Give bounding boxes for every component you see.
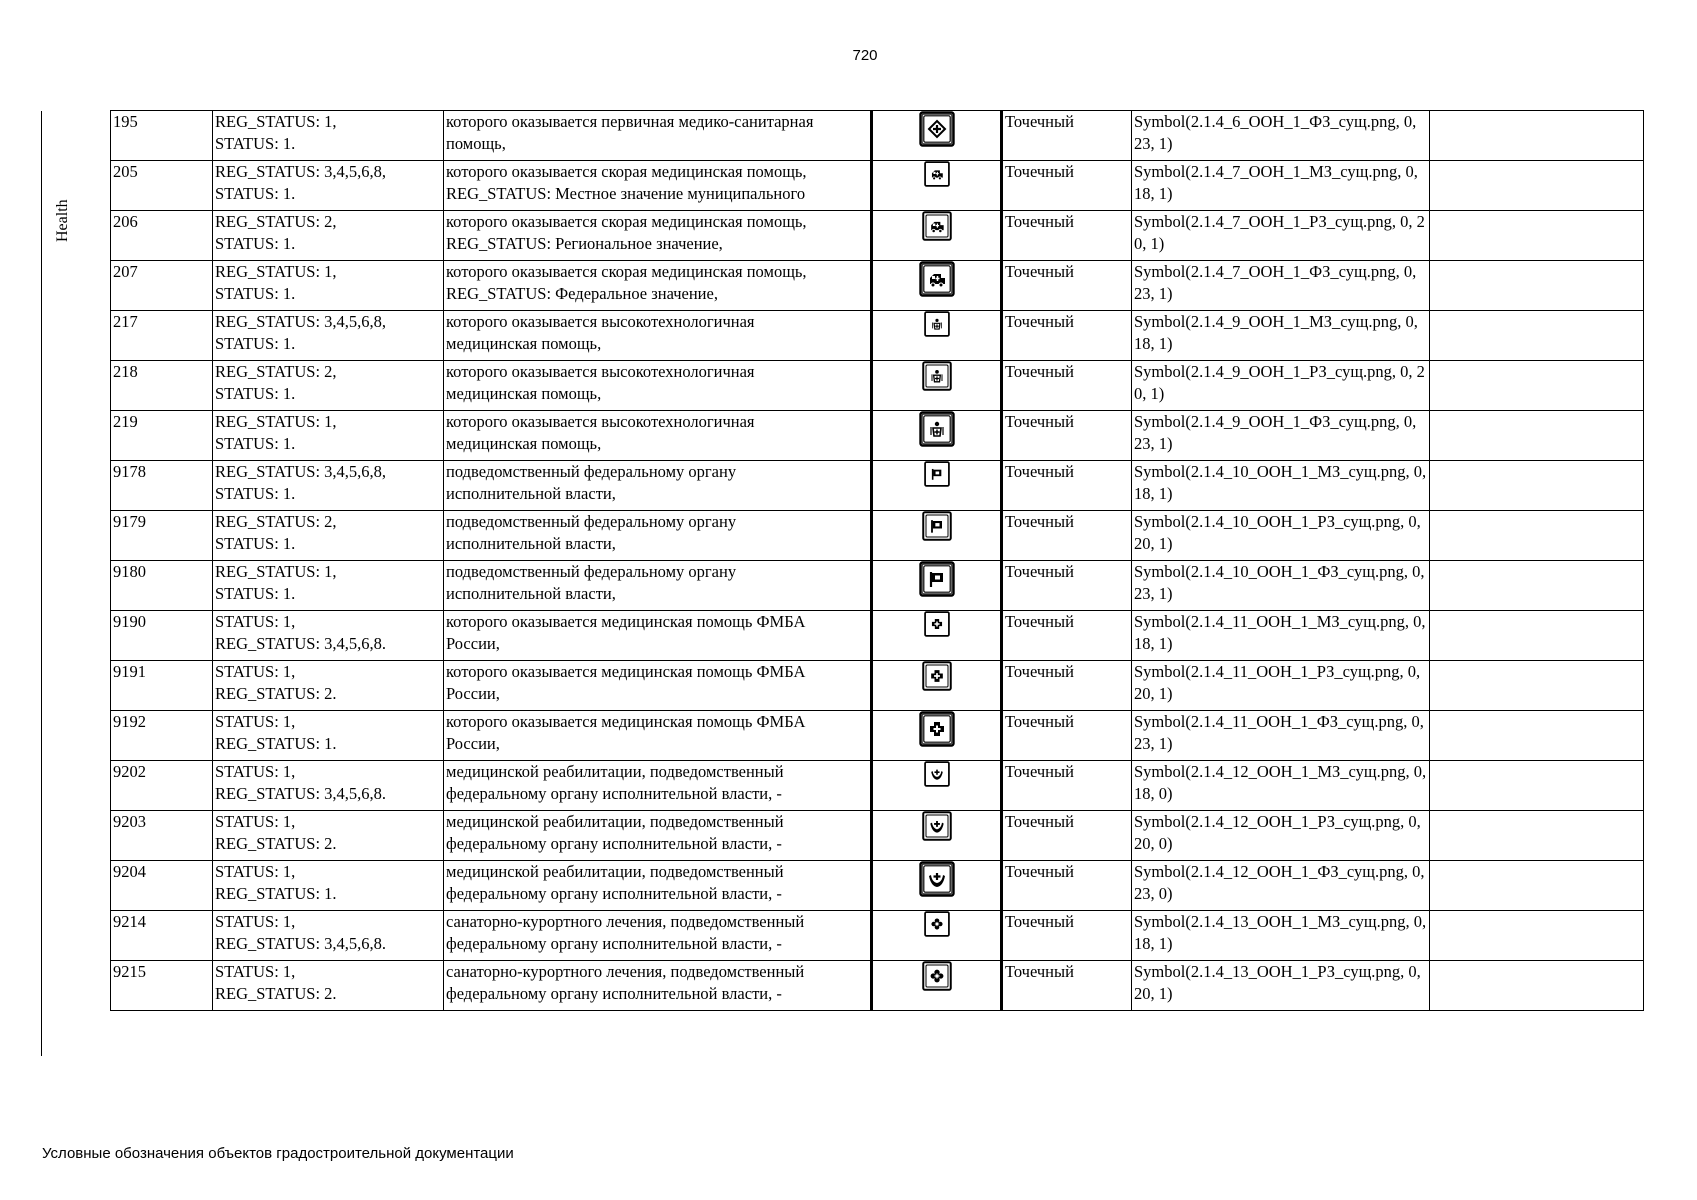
description-line: федеральному органу исполнительной власти, - — [446, 984, 782, 1003]
description-cell — [444, 311, 872, 361]
description-line: медицинская помощь, — [446, 434, 602, 453]
description-cell — [444, 561, 872, 611]
status-code-cell — [213, 711, 444, 761]
rehab-hands-icon — [922, 815, 952, 834]
description-line: федеральному органу исполнительной власти, - — [446, 934, 782, 953]
status-code-line: STATUS: 1, — [215, 612, 296, 631]
status-code-line: REG_STATUS: 3,4,5,6,8. — [215, 634, 387, 653]
geometry-type-cell — [1002, 861, 1132, 911]
table-row — [111, 661, 1644, 711]
geometry-type: Точечный — [1005, 962, 1074, 981]
status-code-line: STATUS: 1, — [215, 862, 296, 881]
row-id: 9191 — [113, 662, 146, 681]
geometry-type-cell — [1002, 361, 1132, 411]
empty-cell — [1430, 461, 1644, 511]
status-code-line: REG_STATUS: 1, — [215, 412, 337, 431]
description-line: которого оказывается скорая медицинская помощь, — [446, 212, 807, 231]
symbol-file: Symbol(2.1.4_13_ООН_1_МЗ_сущ.png, 0, 18, 1) — [1134, 912, 1427, 953]
status-code-line: STATUS: 1. — [215, 584, 296, 603]
geometry-type-cell — [1002, 111, 1132, 161]
table-row — [111, 861, 1644, 911]
status-code-line: STATUS: 1, — [215, 912, 296, 931]
description-cell — [444, 761, 872, 811]
table-row — [111, 611, 1644, 661]
symbol-file: Symbol(2.1.4_10_ООН_1_РЗ_сущ.png, 0, 20, 1) — [1134, 512, 1421, 553]
symbol-cell — [872, 811, 1002, 861]
description-line: которого оказывается высокотехнологичная — [446, 412, 755, 431]
status-code-line: REG_STATUS: 3,4,5,6,8, — [215, 462, 387, 481]
row-id: 9215 — [113, 962, 146, 981]
ambulance-icon — [919, 268, 955, 287]
table-row — [111, 311, 1644, 361]
description-line: которого оказывается скорая медицинская помощь, — [446, 262, 807, 281]
status-code-line: STATUS: 1, — [215, 812, 296, 831]
status-code-cell — [213, 311, 444, 361]
row-id-cell — [111, 161, 213, 211]
geometry-type-cell — [1002, 561, 1132, 611]
ambulance-icon — [924, 163, 950, 182]
description-line: которого оказывается медицинская помощь ФМБА — [446, 712, 806, 731]
symbol-file: Symbol(2.1.4_11_ООН_1_МЗ_сущ.png, 0, 18, 1) — [1134, 612, 1426, 653]
symbol-file: Symbol(2.1.4_10_ООН_1_МЗ_сущ.png, 0, 18, 1) — [1134, 462, 1427, 503]
empty-cell — [1430, 161, 1644, 211]
symbol-file-cell — [1132, 361, 1430, 411]
description-cell — [444, 611, 872, 661]
symbol-file-cell — [1132, 311, 1430, 361]
table-row — [111, 911, 1644, 961]
status-code-cell — [213, 411, 444, 461]
geometry-type: Точечный — [1005, 812, 1074, 831]
symbol-file: Symbol(2.1.4_13_ООН_1_РЗ_сущ.png, 0, 20, 1) — [1134, 962, 1421, 1003]
description-line: санаторно-курортного лечения, подведомственный — [446, 962, 805, 981]
symbol-file-cell — [1132, 261, 1430, 311]
table-row — [111, 361, 1644, 411]
symbol-cell — [872, 111, 1002, 161]
empty-cell — [1430, 311, 1644, 361]
symbol-file-cell — [1132, 411, 1430, 461]
description-line: исполнительной власти, — [446, 534, 616, 553]
status-code-cell — [213, 611, 444, 661]
empty-cell — [1430, 811, 1644, 861]
symbol-file: Symbol(2.1.4_9_ООН_1_МЗ_сущ.png, 0, 18, 1) — [1134, 312, 1418, 353]
symbol-file-cell — [1132, 461, 1430, 511]
symbol-file: Symbol(2.1.4_9_ООН_1_ФЗ_сущ.png, 0, 23, 1) — [1134, 412, 1417, 453]
row-id-cell — [111, 661, 213, 711]
table-row — [111, 111, 1644, 161]
row-id: 9214 — [113, 912, 146, 931]
symbol-file: Symbol(2.1.4_6_ООН_1_ФЗ_сущ.png, 0, 23, 1) — [1134, 112, 1417, 153]
symbol-file-cell — [1132, 961, 1430, 1011]
description-line: подведомственный федеральному органу — [446, 512, 737, 531]
status-code-cell — [213, 761, 444, 811]
description-cell — [444, 961, 872, 1011]
empty-cell — [1430, 661, 1644, 711]
status-code-cell — [213, 561, 444, 611]
table-row — [111, 161, 1644, 211]
status-code-line: REG_STATUS: 3,4,5,6,8. — [215, 934, 387, 953]
side-rule — [41, 111, 42, 1056]
symbol-cell — [872, 461, 1002, 511]
symbol-file: Symbol(2.1.4_12_ООН_1_РЗ_сущ.png, 0, 20, 0) — [1134, 812, 1421, 853]
row-id-cell — [111, 461, 213, 511]
legend-table — [110, 110, 1644, 1011]
status-code-cell — [213, 861, 444, 911]
status-code-line: STATUS: 1, — [215, 762, 296, 781]
status-code-line: REG_STATUS: 1. — [215, 884, 337, 903]
geometry-type: Точечный — [1005, 112, 1074, 131]
geometry-type: Точечный — [1005, 712, 1074, 731]
row-id-cell — [111, 811, 213, 861]
symbol-cell — [872, 211, 1002, 261]
description-line: федеральному органу исполнительной власти, - — [446, 834, 782, 853]
status-code-cell — [213, 511, 444, 561]
status-code-line: STATUS: 1, — [215, 712, 296, 731]
rehab-hands-icon — [924, 763, 950, 782]
status-code-line: REG_STATUS: 2. — [215, 834, 337, 853]
geometry-type: Точечный — [1005, 562, 1074, 581]
row-id: 9192 — [113, 712, 146, 731]
status-code-line: STATUS: 1, — [215, 662, 296, 681]
row-id-cell — [111, 261, 213, 311]
geometry-type: Точечный — [1005, 612, 1074, 631]
row-id-cell — [111, 711, 213, 761]
description-cell — [444, 161, 872, 211]
table-row — [111, 411, 1644, 461]
description-cell — [444, 461, 872, 511]
description-line: федеральному органу исполнительной власти, - — [446, 884, 782, 903]
row-id-cell — [111, 861, 213, 911]
row-id: 9202 — [113, 762, 146, 781]
row-id-cell — [111, 911, 213, 961]
description-cell — [444, 911, 872, 961]
geometry-type: Точечный — [1005, 662, 1074, 681]
row-id-cell — [111, 111, 213, 161]
description-line: которого оказывается высокотехнологичная — [446, 362, 755, 381]
description-line: медицинской реабилитации, подведомственный — [446, 862, 784, 881]
geometry-type: Точечный — [1005, 362, 1074, 381]
status-code-cell — [213, 661, 444, 711]
status-code-line: REG_STATUS: 2, — [215, 212, 337, 231]
geometry-type: Точечный — [1005, 262, 1074, 281]
clover-cross-icon — [924, 913, 950, 932]
row-id: 9204 — [113, 862, 146, 881]
medical-cross-icon — [924, 613, 950, 632]
symbol-file: Symbol(2.1.4_9_ООН_1_РЗ_сущ.png, 0, 20, 1) — [1134, 362, 1425, 403]
row-id: 219 — [113, 412, 138, 431]
description-line: медицинская помощь, — [446, 384, 602, 403]
description-cell — [444, 211, 872, 261]
symbol-cell — [872, 411, 1002, 461]
status-code-line: REG_STATUS: 2, — [215, 512, 337, 531]
status-code-cell — [213, 461, 444, 511]
status-code-cell — [213, 261, 444, 311]
geometry-type-cell — [1002, 711, 1132, 761]
status-code-line: REG_STATUS: 3,4,5,6,8, — [215, 312, 387, 331]
description-line: которого оказывается скорая медицинская помощь, — [446, 162, 807, 181]
geometry-type: Точечный — [1005, 212, 1074, 231]
status-code-line: STATUS: 1. — [215, 484, 296, 503]
side-label: Health — [54, 199, 71, 242]
symbol-file-cell — [1132, 611, 1430, 661]
geometry-type: Точечный — [1005, 912, 1074, 931]
status-code-line: STATUS: 1. — [215, 384, 296, 403]
table-row — [111, 761, 1644, 811]
row-id: 9179 — [113, 512, 146, 531]
geometry-type-cell — [1002, 211, 1132, 261]
row-id: 9190 — [113, 612, 146, 631]
row-id: 9178 — [113, 462, 146, 481]
description-line: подведомственный федеральному органу — [446, 562, 737, 581]
empty-cell — [1430, 911, 1644, 961]
empty-cell — [1430, 711, 1644, 761]
row-id-cell — [111, 311, 213, 361]
footer-text: Условные обозначения объектов градостроительной документации — [42, 1145, 514, 1162]
geometry-type: Точечный — [1005, 412, 1074, 431]
table-row — [111, 811, 1644, 861]
row-id-cell — [111, 761, 213, 811]
clover-cross-icon — [922, 965, 952, 984]
empty-cell — [1430, 111, 1644, 161]
status-code-line: REG_STATUS: 2, — [215, 362, 337, 381]
symbol-cell — [872, 961, 1002, 1011]
symbol-cell — [872, 661, 1002, 711]
status-code-line: REG_STATUS: 1, — [215, 562, 337, 581]
empty-cell — [1430, 761, 1644, 811]
geometry-type-cell — [1002, 911, 1132, 961]
empty-cell — [1430, 511, 1644, 561]
symbol-cell — [872, 261, 1002, 311]
ambulance-icon — [922, 215, 952, 234]
description-line: которого оказывается медицинская помощь ФМБА — [446, 612, 806, 631]
status-code-line: STATUS: 1. — [215, 434, 296, 453]
description-cell — [444, 361, 872, 411]
table-row — [111, 961, 1644, 1011]
symbol-file-cell — [1132, 911, 1430, 961]
empty-cell — [1430, 211, 1644, 261]
status-code-line: REG_STATUS: 1, — [215, 112, 337, 131]
row-id: 217 — [113, 312, 138, 331]
symbol-cell — [872, 511, 1002, 561]
description-line: медицинской реабилитации, подведомственный — [446, 762, 784, 781]
description-line: помощь, — [446, 134, 506, 153]
geometry-type: Точечный — [1005, 312, 1074, 331]
geometry-type: Точечный — [1005, 162, 1074, 181]
symbol-file-cell — [1132, 711, 1430, 761]
hi-tech-care-icon — [922, 365, 952, 384]
symbol-cell — [872, 861, 1002, 911]
geometry-type-cell — [1002, 161, 1132, 211]
description-cell — [444, 511, 872, 561]
symbol-file: Symbol(2.1.4_7_ООН_1_РЗ_сущ.png, 0, 20, 1) — [1134, 212, 1425, 253]
symbol-file-cell — [1132, 211, 1430, 261]
symbol-file: Symbol(2.1.4_10_ООН_1_ФЗ_сущ.png, 0, 23, 1) — [1134, 562, 1425, 603]
row-id-cell — [111, 561, 213, 611]
symbol-cell — [872, 761, 1002, 811]
row-id: 9180 — [113, 562, 146, 581]
description-line: исполнительной власти, — [446, 584, 616, 603]
status-code-line: REG_STATUS: 1, — [215, 262, 337, 281]
description-line: санаторно-курортного лечения, подведомственный — [446, 912, 805, 931]
geometry-type-cell — [1002, 761, 1132, 811]
status-code-line: REG_STATUS: 2. — [215, 684, 337, 703]
description-line: REG_STATUS: Федеральное значение, — [446, 284, 718, 303]
description-line: России, — [446, 634, 500, 653]
row-id: 195 — [113, 112, 138, 131]
description-line: подведомственный федеральному органу — [446, 462, 737, 481]
description-line: REG_STATUS: Местное значение муниципального — [446, 184, 806, 203]
row-id: 205 — [113, 162, 138, 181]
geometry-type-cell — [1002, 611, 1132, 661]
symbol-file-cell — [1132, 661, 1430, 711]
empty-cell — [1430, 411, 1644, 461]
description-line: которого оказывается первичная медико-санитарная — [446, 112, 814, 131]
status-code-line: STATUS: 1. — [215, 334, 296, 353]
row-id: 218 — [113, 362, 138, 381]
symbol-file-cell — [1132, 511, 1430, 561]
description-cell — [444, 111, 872, 161]
legend-table-body — [111, 111, 1644, 1011]
diamond-cross-icon — [919, 118, 955, 137]
symbol-cell — [872, 911, 1002, 961]
empty-cell — [1430, 261, 1644, 311]
row-id-cell — [111, 211, 213, 261]
status-code-line: STATUS: 1. — [215, 184, 296, 203]
symbol-cell — [872, 711, 1002, 761]
row-id-cell — [111, 961, 213, 1011]
hi-tech-care-icon — [924, 313, 950, 332]
rehab-hands-icon — [919, 868, 955, 887]
federal-flag-icon — [922, 515, 952, 534]
geometry-type-cell — [1002, 661, 1132, 711]
status-code-line: REG_STATUS: 2. — [215, 984, 337, 1003]
description-line: России, — [446, 734, 500, 753]
federal-flag-icon — [924, 463, 950, 482]
description-line: исполнительной власти, — [446, 484, 616, 503]
geometry-type-cell — [1002, 961, 1132, 1011]
status-code-line: STATUS: 1. — [215, 234, 296, 253]
description-cell — [444, 811, 872, 861]
status-code-line: REG_STATUS: 3,4,5,6,8, — [215, 162, 387, 181]
status-code-cell — [213, 961, 444, 1011]
status-code-line: REG_STATUS: 3,4,5,6,8. — [215, 784, 387, 803]
row-id: 9203 — [113, 812, 146, 831]
symbol-cell — [872, 561, 1002, 611]
status-code-cell — [213, 211, 444, 261]
symbol-file-cell — [1132, 811, 1430, 861]
row-id-cell — [111, 511, 213, 561]
symbol-file: Symbol(2.1.4_7_ООН_1_МЗ_сущ.png, 0, 18, 1) — [1134, 162, 1418, 203]
symbol-file: Symbol(2.1.4_11_ООН_1_ФЗ_сущ.png, 0, 23, 1) — [1134, 712, 1424, 753]
symbol-file: Symbol(2.1.4_7_ООН_1_ФЗ_сущ.png, 0, 23, 1) — [1134, 262, 1417, 303]
description-line: федеральному органу исполнительной власти, - — [446, 784, 782, 803]
row-id: 207 — [113, 262, 138, 281]
row-id-cell — [111, 411, 213, 461]
description-cell — [444, 861, 872, 911]
geometry-type: Точечный — [1005, 762, 1074, 781]
symbol-cell — [872, 361, 1002, 411]
description-cell — [444, 411, 872, 461]
description-line: медицинской реабилитации, подведомственный — [446, 812, 784, 831]
symbol-cell — [872, 311, 1002, 361]
empty-cell — [1430, 611, 1644, 661]
table-row — [111, 461, 1644, 511]
description-cell — [444, 661, 872, 711]
status-code-line: STATUS: 1, — [215, 962, 296, 981]
geometry-type-cell — [1002, 311, 1132, 361]
table-row — [111, 561, 1644, 611]
row-id-cell — [111, 611, 213, 661]
symbol-file-cell — [1132, 111, 1430, 161]
table-row — [111, 511, 1644, 561]
empty-cell — [1430, 361, 1644, 411]
description-line: медицинская помощь, — [446, 334, 602, 353]
status-code-cell — [213, 161, 444, 211]
empty-cell — [1430, 861, 1644, 911]
geometry-type: Точечный — [1005, 462, 1074, 481]
geometry-type-cell — [1002, 261, 1132, 311]
description-cell — [444, 711, 872, 761]
geometry-type-cell — [1002, 411, 1132, 461]
symbol-file: Symbol(2.1.4_11_ООН_1_РЗ_сущ.png, 0, 20, 1) — [1134, 662, 1421, 703]
symbol-file-cell — [1132, 861, 1430, 911]
hi-tech-care-icon — [919, 418, 955, 437]
geometry-type: Точечный — [1005, 862, 1074, 881]
description-line: России, — [446, 684, 500, 703]
row-id-cell — [111, 361, 213, 411]
medical-cross-icon — [919, 718, 955, 737]
description-cell — [444, 261, 872, 311]
table-row — [111, 211, 1644, 261]
geometry-type-cell — [1002, 461, 1132, 511]
status-code-line: REG_STATUS: 1. — [215, 734, 337, 753]
description-line: которого оказывается высокотехнологичная — [446, 312, 755, 331]
table-row — [111, 261, 1644, 311]
symbol-file-cell — [1132, 761, 1430, 811]
status-code-line: STATUS: 1. — [215, 534, 296, 553]
empty-cell — [1430, 561, 1644, 611]
description-line: которого оказывается медицинская помощь ФМБА — [446, 662, 806, 681]
geometry-type: Точечный — [1005, 512, 1074, 531]
status-code-cell — [213, 361, 444, 411]
description-line: REG_STATUS: Региональное значение, — [446, 234, 723, 253]
geometry-type-cell — [1002, 811, 1132, 861]
status-code-line: STATUS: 1. — [215, 284, 296, 303]
federal-flag-icon — [919, 568, 955, 587]
symbol-file-cell — [1132, 161, 1430, 211]
status-code-cell — [213, 111, 444, 161]
empty-cell — [1430, 961, 1644, 1011]
symbol-file: Symbol(2.1.4_12_ООН_1_ФЗ_сущ.png, 0, 23, 0) — [1134, 862, 1425, 903]
symbol-cell — [872, 611, 1002, 661]
medical-cross-icon — [922, 665, 952, 684]
status-code-cell — [213, 811, 444, 861]
symbol-file-cell — [1132, 561, 1430, 611]
table-row — [111, 711, 1644, 761]
page-number: 720 — [852, 47, 878, 64]
row-id: 206 — [113, 212, 138, 231]
status-code-cell — [213, 911, 444, 961]
geometry-type-cell — [1002, 511, 1132, 561]
symbol-file: Symbol(2.1.4_12_ООН_1_МЗ_сущ.png, 0, 18, 0) — [1134, 762, 1427, 803]
status-code-line: STATUS: 1. — [215, 134, 296, 153]
symbol-cell — [872, 161, 1002, 211]
